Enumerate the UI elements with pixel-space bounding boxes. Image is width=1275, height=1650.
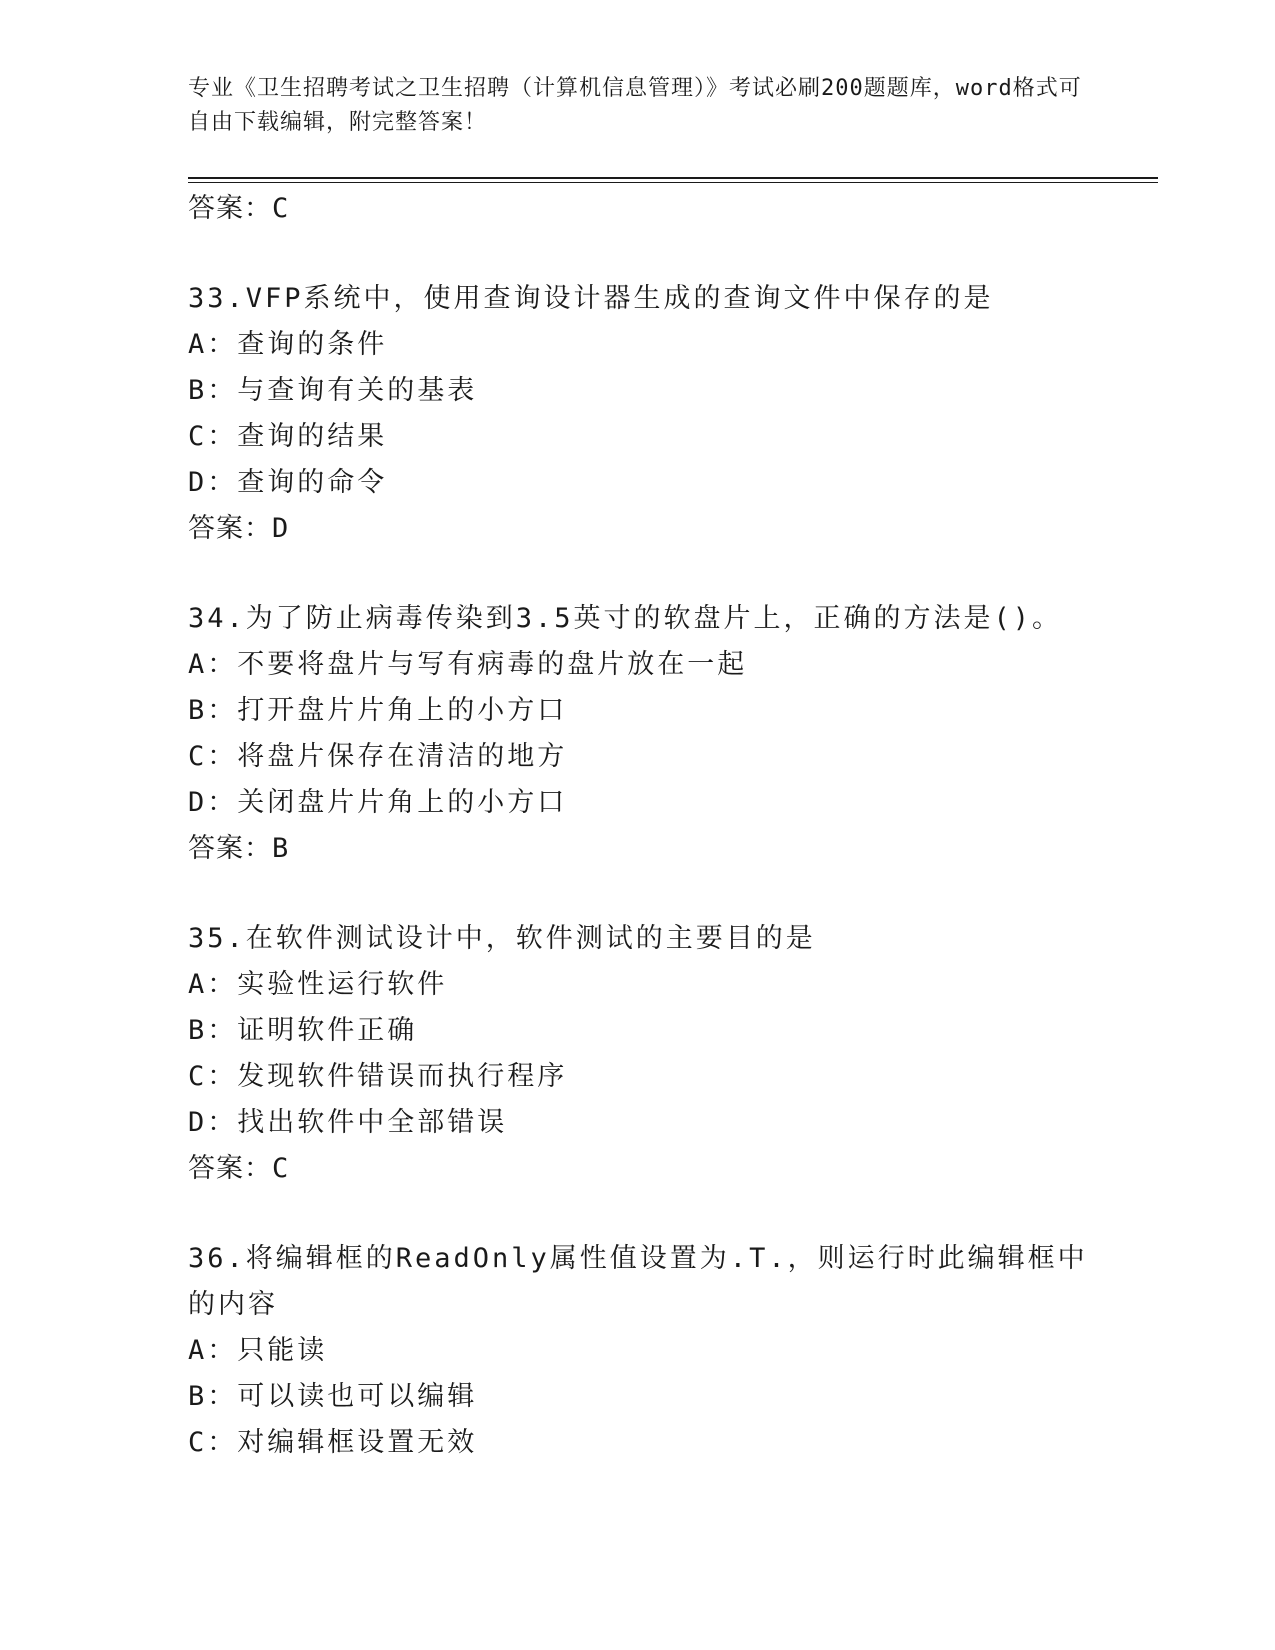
option-a: A：查询的条件	[188, 329, 388, 360]
question-36	[188, 1236, 1088, 1466]
option-b: B：与查询有关的基表	[188, 375, 478, 406]
previous-answer: 答案：C	[188, 193, 290, 224]
option-c: C：发现软件错误而执行程序	[188, 1061, 568, 1092]
answer-label: 答案：C	[188, 1153, 290, 1184]
option-d: D：关闭盘片片角上的小方口	[188, 787, 568, 818]
header-divider	[188, 177, 1158, 179]
answer-label: 答案：B	[188, 833, 290, 864]
question-list	[188, 186, 1088, 1466]
question-34	[188, 596, 1088, 872]
option-b: B：打开盘片片角上的小方口	[188, 695, 568, 726]
option-c: C：将盘片保存在清洁的地方	[188, 741, 568, 772]
question-33	[188, 276, 1088, 552]
option-c: C：对编辑框设置无效	[188, 1427, 478, 1458]
option-a: A：只能读	[188, 1335, 328, 1366]
option-a: A：不要将盘片与写有病毒的盘片放在一起	[188, 649, 748, 680]
question-stem: 35.在软件测试设计中，软件测试的主要目的是	[188, 923, 816, 954]
question-stem: 36.将编辑框的ReadOnly属性值设置为.T.，则运行时此编辑框中的内容	[188, 1243, 1088, 1320]
document-header: 专业《卫生招聘考试之卫生招聘（计算机信息管理）》考试必刷200题题库，word格式可自由下载编辑，附完整答案！	[188, 76, 1082, 135]
answer-label: 答案：D	[188, 513, 290, 544]
option-b: B：可以读也可以编辑	[188, 1381, 478, 1412]
question-stem: 34.为了防止病毒传染到3.5英寸的软盘片上，正确的方法是()。	[188, 603, 1063, 634]
option-a: A：实验性运行软件	[188, 969, 448, 1000]
header-divider-thin	[188, 182, 1158, 183]
option-c: C：查询的结果	[188, 421, 388, 452]
question-35	[188, 916, 1088, 1192]
option-d: D：找出软件中全部错误	[188, 1107, 508, 1138]
question-stem: 33.VFP系统中，使用查询设计器生成的查询文件中保存的是	[188, 283, 994, 314]
option-d: D：查询的命令	[188, 467, 388, 498]
option-b: B：证明软件正确	[188, 1015, 418, 1046]
